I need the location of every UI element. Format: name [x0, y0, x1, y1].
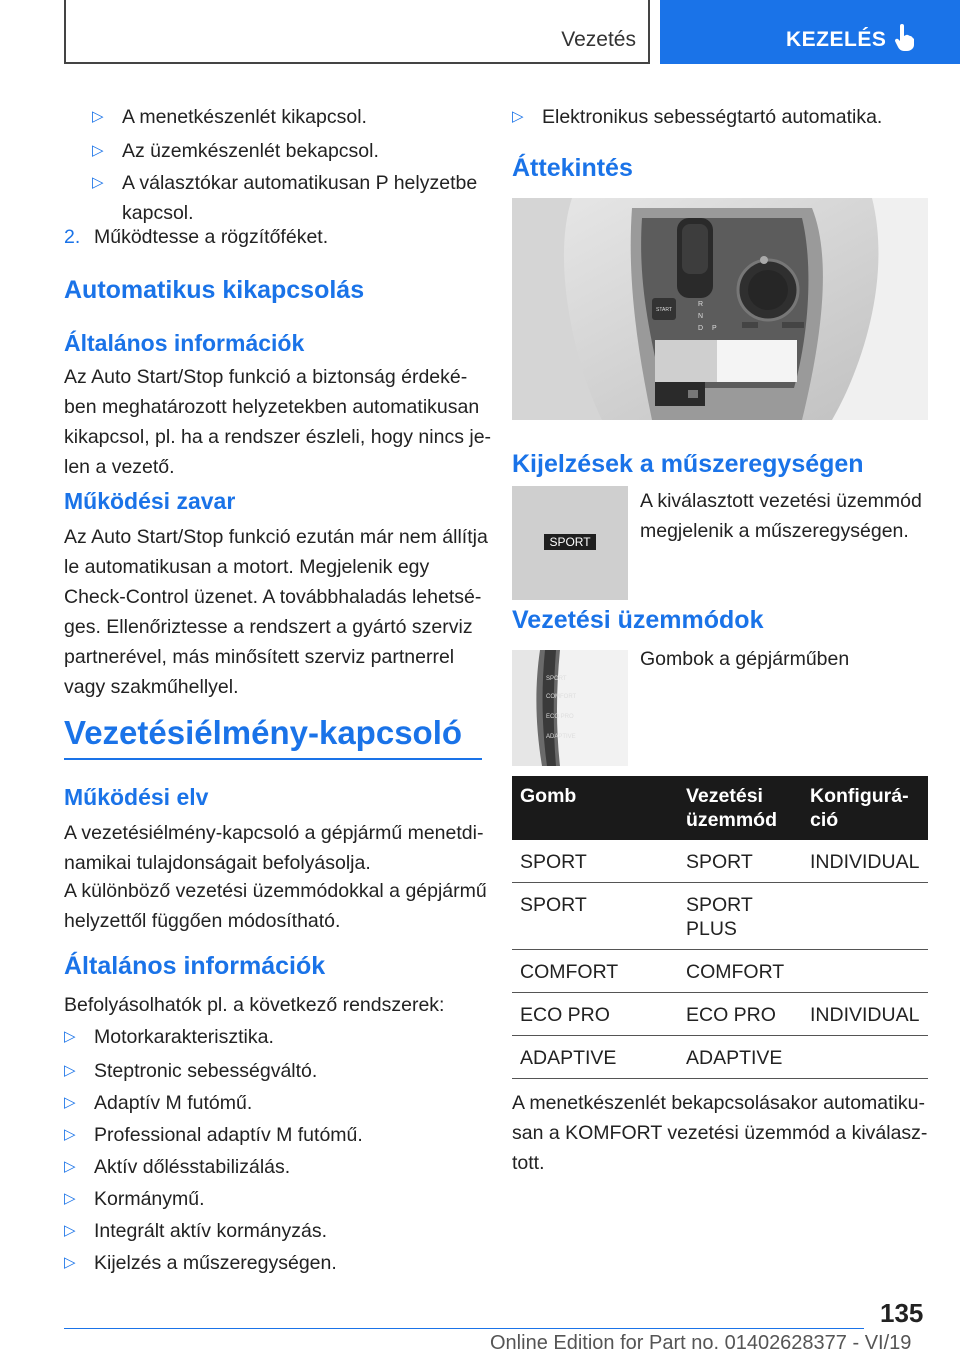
heading-overview: Áttekintés [512, 154, 633, 182]
heading-underline [64, 758, 482, 760]
paragraph-general-info: Az Auto Start/Stop funkció a biztonság érdeké- ben meghatározott helyzetekben automatikusan kikapcsol, pl. ha a rendszer észleli, hogy nincs je- len a vezető. [64, 366, 492, 478]
table-cell: SPORT PLUS [678, 883, 802, 950]
table-cell [802, 950, 928, 993]
table-row [512, 993, 928, 1036]
step-text: Működtesse a rögzítőféket. [94, 226, 329, 248]
list-item: ▷ A menetkészenlét kikapcsol. [92, 102, 367, 132]
list-item: ▷ Steptronic sebességváltó. [64, 1056, 317, 1086]
chapter-title: KEZELÉS [786, 28, 887, 51]
page-header [64, 0, 960, 64]
mode-button-ecopro-label: ECO PRO [546, 714, 574, 720]
table-cell: INDIVIDUAL [802, 840, 928, 883]
start-label: START [656, 307, 672, 313]
step-number: 2. [64, 226, 81, 248]
mode-button-sport-label: SPORT [546, 676, 567, 682]
table-cell: ECO PRO [512, 993, 678, 1036]
section-tab [64, 0, 650, 64]
triangle-bullet-icon: ▷ [64, 1254, 76, 1271]
list-item: ▷ Motorkarakterisztika. [64, 1022, 274, 1052]
table-row [512, 883, 928, 950]
table-cell: ECO PRO [678, 993, 802, 1036]
chapter-tab [660, 0, 960, 64]
list-item: ▷ Professional adaptív M futómű. [64, 1120, 363, 1150]
heading-principle: Működési elv [64, 784, 209, 810]
table-row [512, 950, 928, 993]
list-item: ▷ A választókar automatikusan P helyzetbe kapcsol. [92, 168, 477, 228]
list-item: ▷ Kijelzés a műszeregységen. [64, 1248, 337, 1278]
list-item: ▷ Aktív dőlésstabilizálás. [64, 1152, 290, 1182]
triangle-bullet-icon: ▷ [64, 1094, 76, 1111]
table-row [512, 1036, 928, 1079]
triangle-bullet-icon: ▷ [64, 1222, 76, 1239]
paragraph-malfunction: Az Auto Start/Stop funkció ezután már nem állítja le automatikusan a motort. Megjelenik egy Check-Control üzenet. A továbbhaladás lehetsé- ges. Ellenőriztesse a rendszert a gyártó szerviz partnerével, más minősített szerviz partnerrel vagy szakműhellyel. [64, 526, 488, 698]
paragraph-principle-1: A vezetésiélmény-kapcsoló a gépjármű menetdi- namikai tulajdonságait befolyásolja. [64, 822, 484, 874]
gear-r-label: R [698, 301, 704, 308]
heading-general-info: Általános információk [64, 330, 305, 356]
table-cell: SPORT [512, 840, 678, 883]
sport-badge: SPORT [544, 534, 596, 550]
table-cell: INDIVIDUAL [802, 993, 928, 1036]
gear-n-label: N [698, 313, 704, 320]
triangle-bullet-icon: ▷ [64, 1126, 76, 1143]
mode-buttons-photo [512, 650, 628, 766]
heading-driving-modes: Vezetési üzemmódok [512, 606, 764, 634]
triangle-bullet-icon: ▷ [92, 108, 104, 125]
table-cell: SPORT [512, 883, 678, 950]
triangle-bullet-icon: ▷ [64, 1062, 76, 1079]
table-cell: SPORT [678, 840, 802, 883]
table-cell [802, 883, 928, 950]
table-cell: COMFORT [512, 950, 678, 993]
table-row [512, 840, 928, 883]
triangle-bullet-icon: ▷ [64, 1028, 76, 1045]
table-header-row [512, 776, 928, 840]
gear-p-label: P [712, 325, 717, 332]
footer-divider [64, 1328, 864, 1329]
mode-button-adaptive-label: ADAPTIVE [546, 734, 576, 740]
list-item: ▷ Adaptív M futómű. [64, 1088, 252, 1118]
triangle-bullet-icon: ▷ [92, 174, 104, 191]
page-number: 135 [880, 1298, 924, 1328]
heading-instrument-display: Kijelzések a műszeregységen [512, 450, 864, 478]
heading-malfunction: Működési zavar [64, 488, 236, 514]
table-cell: ADAPTIVE [678, 1036, 802, 1079]
list-item: ▷ Integrált aktív kormányzás. [64, 1216, 327, 1246]
driving-modes-table [512, 776, 928, 1079]
heading-auto-off: Automatikus kikapcsolás [64, 276, 365, 304]
triangle-bullet-icon: ▷ [92, 142, 104, 159]
table-cell [802, 1036, 928, 1079]
paragraph-principle-2: A különböző vezetési üzemmódokkal a gépjármű helyzettől függően módosítható. [64, 880, 487, 932]
section-title: Vezetés [561, 28, 636, 51]
table-header-cell: Vezetési üzemmód [678, 776, 802, 840]
table-header-cell: Konfigurá- ció [802, 776, 928, 840]
paragraph-buttons: Gombok a gépjárműben [640, 648, 850, 670]
table-cell: COMFORT [678, 950, 802, 993]
paragraph-systems-intro: Befolyásolhatók pl. a következő rendszerek: [64, 994, 445, 1016]
triangle-bullet-icon: ▷ [64, 1158, 76, 1175]
mode-button-comfort-label: COMFORT [546, 694, 577, 700]
footer-edition: Online Edition for Part no. 01402628377 - VI/19 [490, 1332, 912, 1354]
triangle-bullet-icon: ▷ [512, 108, 524, 125]
instrument-display-photo [512, 486, 628, 600]
paragraph-after-table: A menetkészenlét bekapcsolásakor automatiku- san a KOMFORT vezetési üzemmód a kiválasz- tott. [512, 1092, 928, 1174]
triangle-bullet-icon: ▷ [64, 1190, 76, 1207]
console-photo [512, 198, 928, 420]
gear-d-label: D [698, 325, 704, 332]
hand-pointer-icon [894, 24, 916, 52]
heading-general-info-2: Általános információk [64, 952, 326, 980]
list-item: ▷ Kormánymű. [64, 1184, 205, 1214]
heading-driving-experience-switch: Vezetésiélmény-kapcsoló [64, 714, 463, 751]
list-item: ▷ Elektronikus sebességtartó automatika. [512, 102, 882, 132]
table-cell: ADAPTIVE [512, 1036, 678, 1079]
paragraph-display: A kiválasztott vezetési üzemmód megjelenik a műszeregységen. [640, 490, 922, 542]
list-item: ▷ Az üzemkészenlét bekapcsol. [92, 136, 379, 166]
table-header-cell: Gomb [512, 776, 678, 840]
